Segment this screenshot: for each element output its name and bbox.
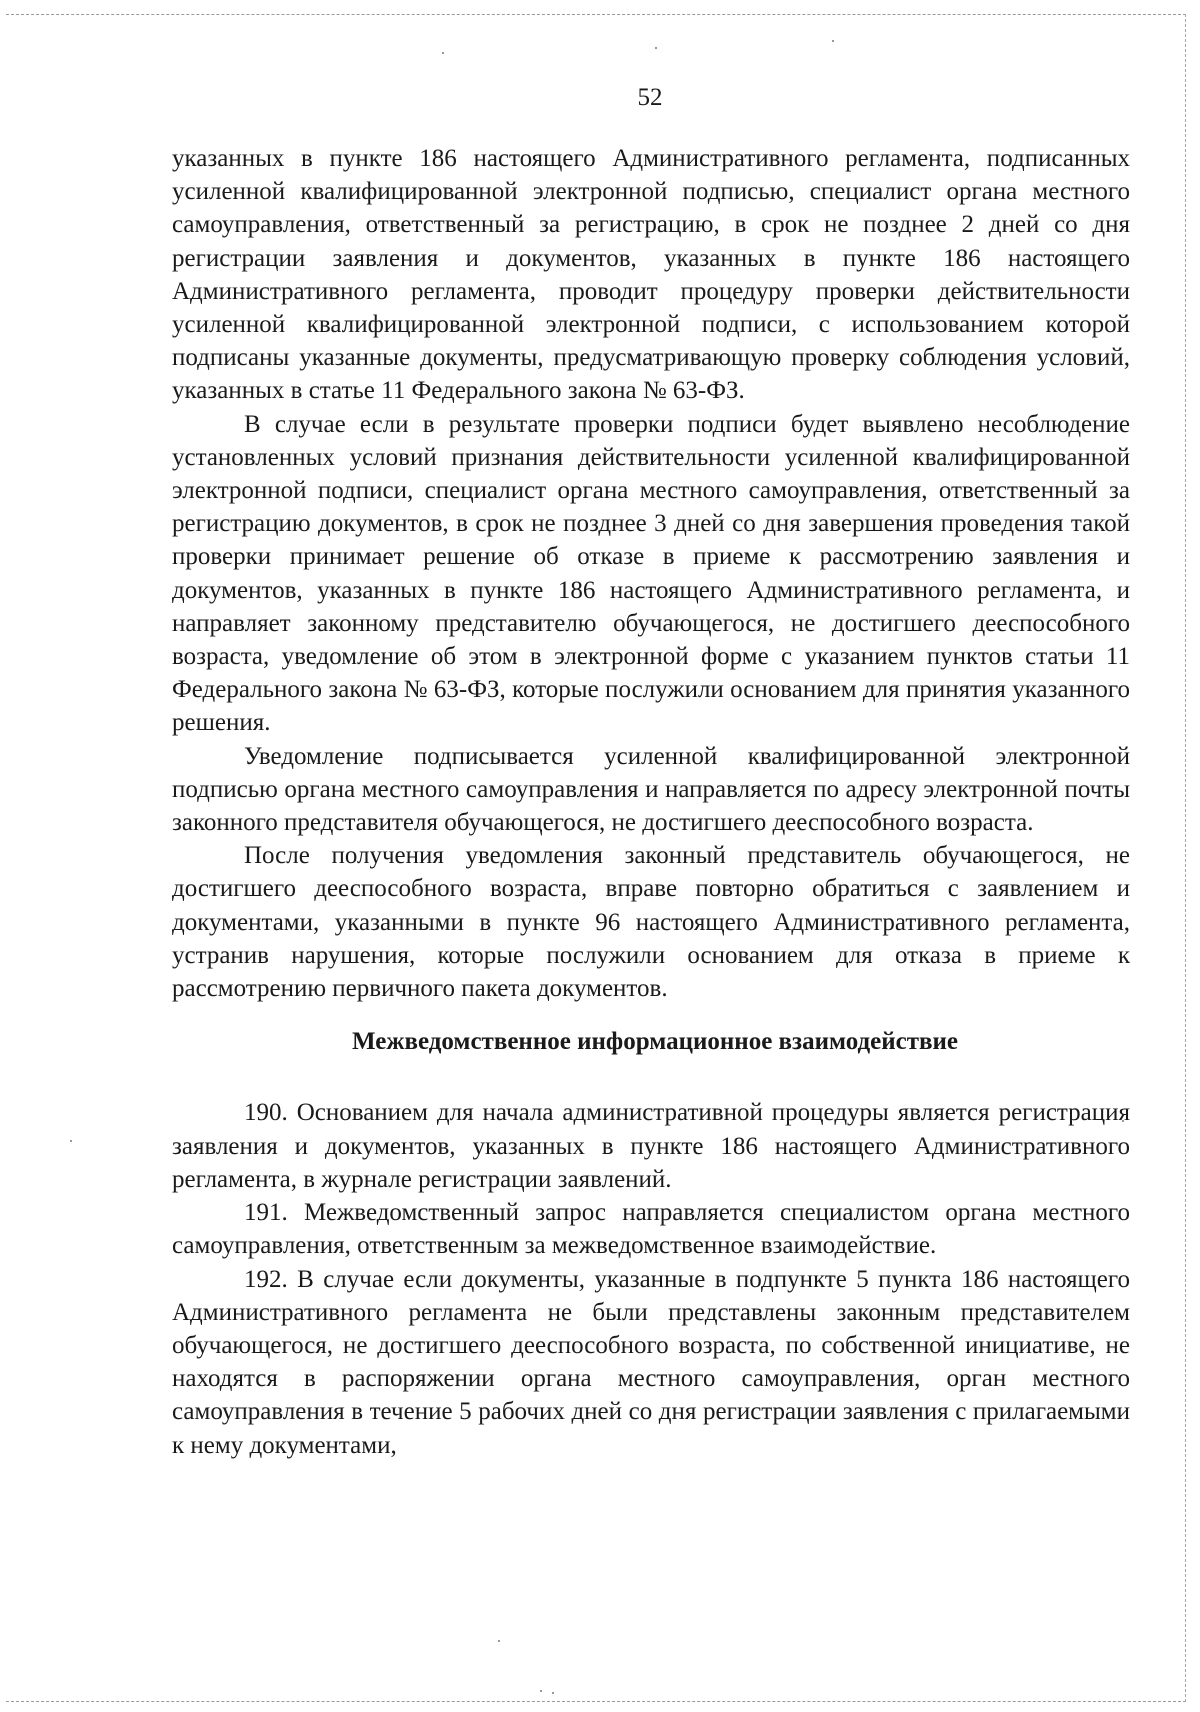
scan-speck [655, 47, 657, 49]
page-number: 52 [637, 84, 663, 111]
scan-speck [70, 1140, 72, 1142]
paragraph-192: 192. В случае если документы, указанные в подпункте 5 пункта 186 настоящего Административного регламента не были представлены законным представителем обучающегося, не достигшего дееспособного возраста, по собственной инициативе, не находятся в распоряжении органа местного самоуправления, орган местного самоуправления в течение 5 рабочих дней со дня регистрации заявления с прилагаемыми к нему документами, [172, 1265, 1130, 1459]
paragraph: указанных в пункте 186 настоящего Административного регламента, подписанных усиленной квалифицированной электронной подписью, специалист органа местного самоуправления, ответственный за регистрацию, в срок не позднее 2 дней со дня регистрации заявления и документов, указанных в пункте 186 настоящего Административного регламента, проводит процедуру проверки действительности усиленной квалифицированной электронной подписи, с использованием которой подписаны указанные документы, предусматривающую проверку соблюдения условий, указанных в статье 11 Федерального закона № 63-ФЗ. [172, 145, 1130, 405]
paragraph-190: 190. Основанием для начала административной процедуры является регистрация заявления и документов, указанных в пункте 186 настоящего Административного регламента, в журнале регистрации заявлений. [172, 1099, 1130, 1193]
scan-speck [552, 1692, 554, 1694]
scan-speck [832, 40, 834, 42]
paragraph: В случае если в результате проверки подписи будет выявлено несоблюдение установленных условий признания действительности усиленной квалифицированной электронной подписи, специалист органа местного самоуправления, ответственный за регистрацию документов, в срок не позднее 3 дней со дня завершения проведения такой проверки принимает решение об отказе в приеме к рассмотрению заявления и документов, указанных в пункте 186 настоящего Административного регламента, и направляет законному представителю обучающегося, не достигшего дееспособного возраста, уведомление об этом в электронной форме с указанием пунктов статьи 11 Федерального закона № 63-ФЗ, которые послужили основанием для принятия указанного решения. [172, 410, 1130, 737]
paragraph: Уведомление подписывается усиленной квалифицированной электронной подписью органа местного самоуправления и направляется по адресу электронной почты законного представителя обучающегося, не достигшего дееспособного возраста. [172, 742, 1130, 837]
scan-speck [442, 52, 444, 54]
scan-speck [540, 1690, 542, 1692]
scan-speck [498, 1640, 500, 1642]
section-title: Межведомственное информационное взаимодействие [352, 1028, 958, 1056]
document-body [172, 142, 1130, 1462]
paragraph: После получения уведомления законный представитель обучающегося, не достигшего дееспособного возраста, вправе повторно обратиться с заявлением и документами, указанными в пункте 96 настоящего Административного регламента, устранив нарушения, которые послужили основанием для отказа в приеме к рассмотрению первичного пакета документов. [172, 842, 1130, 1003]
paragraph-191: 191. Межведомственный запрос направляется специалистом органа местного самоуправления, ответственным за межведомственное взаимодействие. [172, 1199, 1130, 1260]
